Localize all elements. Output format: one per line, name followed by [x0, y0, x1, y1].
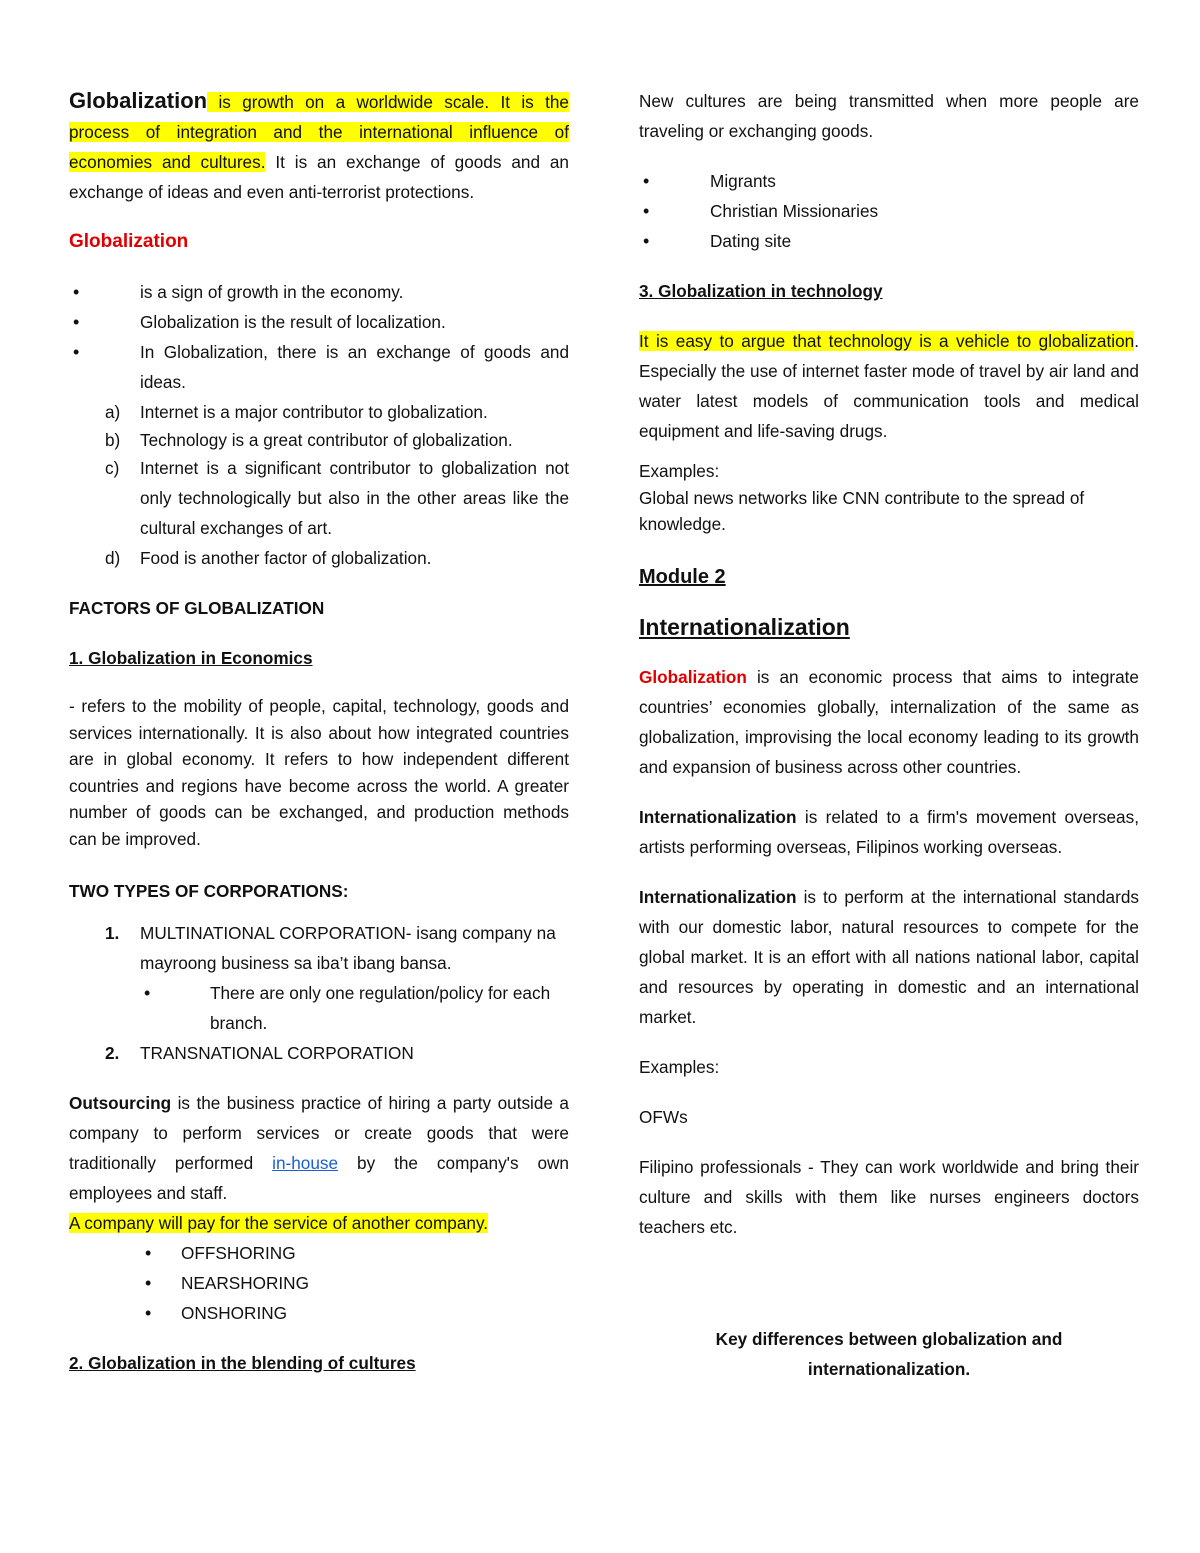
examples-label: Examples:: [639, 461, 720, 481]
list-item: [69, 453, 569, 543]
paragraph-text: is an economic process that aims to integrate countries’ economies globally, internalization of the same as globalization, improvising the local economy leading to its growth and expansion of business across other countries.: [639, 666, 1139, 777]
filipino-professionals-paragraph: Filipino professionals - They can work worldwide and bring their culture and skills with them like nurses engineers doctors teachers etc.: [639, 1156, 1139, 1237]
economics-paragraph: - refers to the mobility of people, capital, technology, goods and services internationally. It is also about how integrated countries are in global economy. It refers to how independent different countries and regions have become across the world. A greater number of goods can be exchanged, and production methods can be improved.: [69, 696, 569, 849]
internationalization-paragraph-1: [639, 662, 1139, 782]
technology-rest: . Especially the use of internet faster mode of travel by air land and water latest models of communication tools and medical equipment and life-saving drugs.: [639, 331, 1139, 441]
list-text: Food is another factor of globalization.: [140, 548, 432, 568]
list-text: Internet is a major contributor to globalization.: [140, 402, 488, 422]
examples-text: Global news networks like CNN contribute to the spread of knowledge.: [639, 487, 1085, 534]
list-item: • There are only one regulation/policy for each branch.: [69, 978, 569, 1038]
left-column: [69, 86, 569, 1378]
module-heading: Module 2: [639, 565, 726, 588]
factors-heading: FACTORS OF GLOBALIZATION: [69, 598, 325, 618]
internationalization-term: Internationalization: [639, 886, 797, 907]
list-text: TRANSNATIONAL CORPORATION: [140, 1043, 414, 1063]
paragraph-text: is related to a firm's movement overseas, artists performing overseas, Filipinos working overseas.: [639, 806, 1139, 857]
globalization-term: Globalization: [639, 666, 747, 687]
examples-label-2: Examples:: [639, 1056, 720, 1077]
list-item: [69, 543, 569, 573]
outsourcing-paragraph: [69, 1088, 569, 1208]
globalization-bullets: [69, 277, 569, 397]
list-item: • Migrants: [639, 166, 1139, 196]
list-marker: b): [105, 430, 121, 450]
in-house-link[interactable]: in-house: [272, 1153, 339, 1173]
outsourcing-term: Outsourcing: [69, 1093, 172, 1113]
intro-paragraph: [69, 86, 569, 207]
list-text: Technology is a great contributor of globalization.: [140, 430, 513, 450]
corporations-list: [69, 918, 569, 1068]
list-marker: 2.: [105, 1043, 120, 1063]
list-item: • Globalization is the result of localization.: [69, 307, 569, 337]
globalization-heading: Globalization: [69, 231, 189, 252]
technology-highlight: It is easy to argue that technology is a vehicle to globalization: [639, 331, 1135, 351]
key-differences-heading: Key differences between globalization and internationalization.: [715, 1328, 1063, 1379]
list-item: • OFFSHORING: [69, 1238, 569, 1268]
internationalization-heading: Internationalization: [639, 613, 850, 640]
economics-heading: 1. Globalization in Economics: [69, 648, 313, 668]
outsourcing-highlight: A company will pay for the service of another company.: [69, 1213, 489, 1233]
list-item: • In Globalization, there is an exchange of goods and ideas.: [69, 337, 569, 397]
list-item: • is a sign of growth in the economy.: [69, 277, 569, 307]
technology-heading: 3. Globalization in technology: [639, 281, 883, 301]
outsourcing-highlight-line: [69, 1208, 569, 1238]
ofws-text: OFWs: [639, 1106, 688, 1127]
intro-term: Globalization: [69, 88, 208, 113]
paragraph-text: is to perform at the international standards with our domestic labor, natural resources to compete for the global market. It is an effort with all nations national labor, capital and resources by operating in domestic and an international market.: [639, 886, 1139, 1027]
list-item: • Christian Missionaries: [639, 196, 1139, 226]
list-item: • ONSHORING: [69, 1298, 569, 1328]
list-item: [69, 1038, 569, 1068]
list-marker: 1.: [105, 923, 120, 943]
list-item: [69, 427, 569, 453]
lettered-list: [69, 397, 569, 573]
cultures-bullets: [639, 166, 1139, 256]
cultures-heading: 2. Globalization in the blending of cultures: [69, 1353, 416, 1373]
list-marker: d): [105, 548, 121, 568]
technology-paragraph: [639, 326, 1139, 446]
outsourcing-text: is the business practice of hiring a party outside a company to perform services or create goods that were traditionally performed: [69, 1093, 569, 1173]
list-item: • NEARSHORING: [69, 1268, 569, 1298]
list-item: [69, 918, 569, 978]
internationalization-term: Internationalization: [639, 806, 797, 827]
shoring-list: [69, 1238, 569, 1328]
list-text: MULTINATIONAL CORPORATION- isang company na mayroong business sa iba’t ibang bansa.: [140, 923, 556, 973]
cultures-paragraph: New cultures are being transmitted when more people are traveling or exchanging goods.: [639, 91, 1139, 141]
outsourcing-text-end: by the company's own employees and staff.: [69, 1153, 569, 1203]
list-text: Internet is a significant contributor to globalization not only technologically but also in the other areas like the cultural exchanges of art.: [140, 458, 569, 538]
right-column: [639, 86, 1139, 1384]
list-item: [69, 397, 569, 427]
list-item: • Dating site: [639, 226, 1139, 256]
intro-rest: It is an exchange of goods and an exchange of ideas and even anti-terrorist protections.: [69, 152, 569, 202]
internationalization-paragraph-3: [639, 882, 1139, 1032]
list-marker: c): [105, 458, 120, 478]
internationalization-paragraph-2: [639, 802, 1139, 862]
list-marker: a): [105, 402, 121, 422]
corporations-heading: TWO TYPES OF CORPORATIONS:: [69, 881, 349, 901]
intro-highlight: is growth on a worldwide scale. It is the process of integration and the international influence of economies and cultures.: [69, 92, 569, 172]
